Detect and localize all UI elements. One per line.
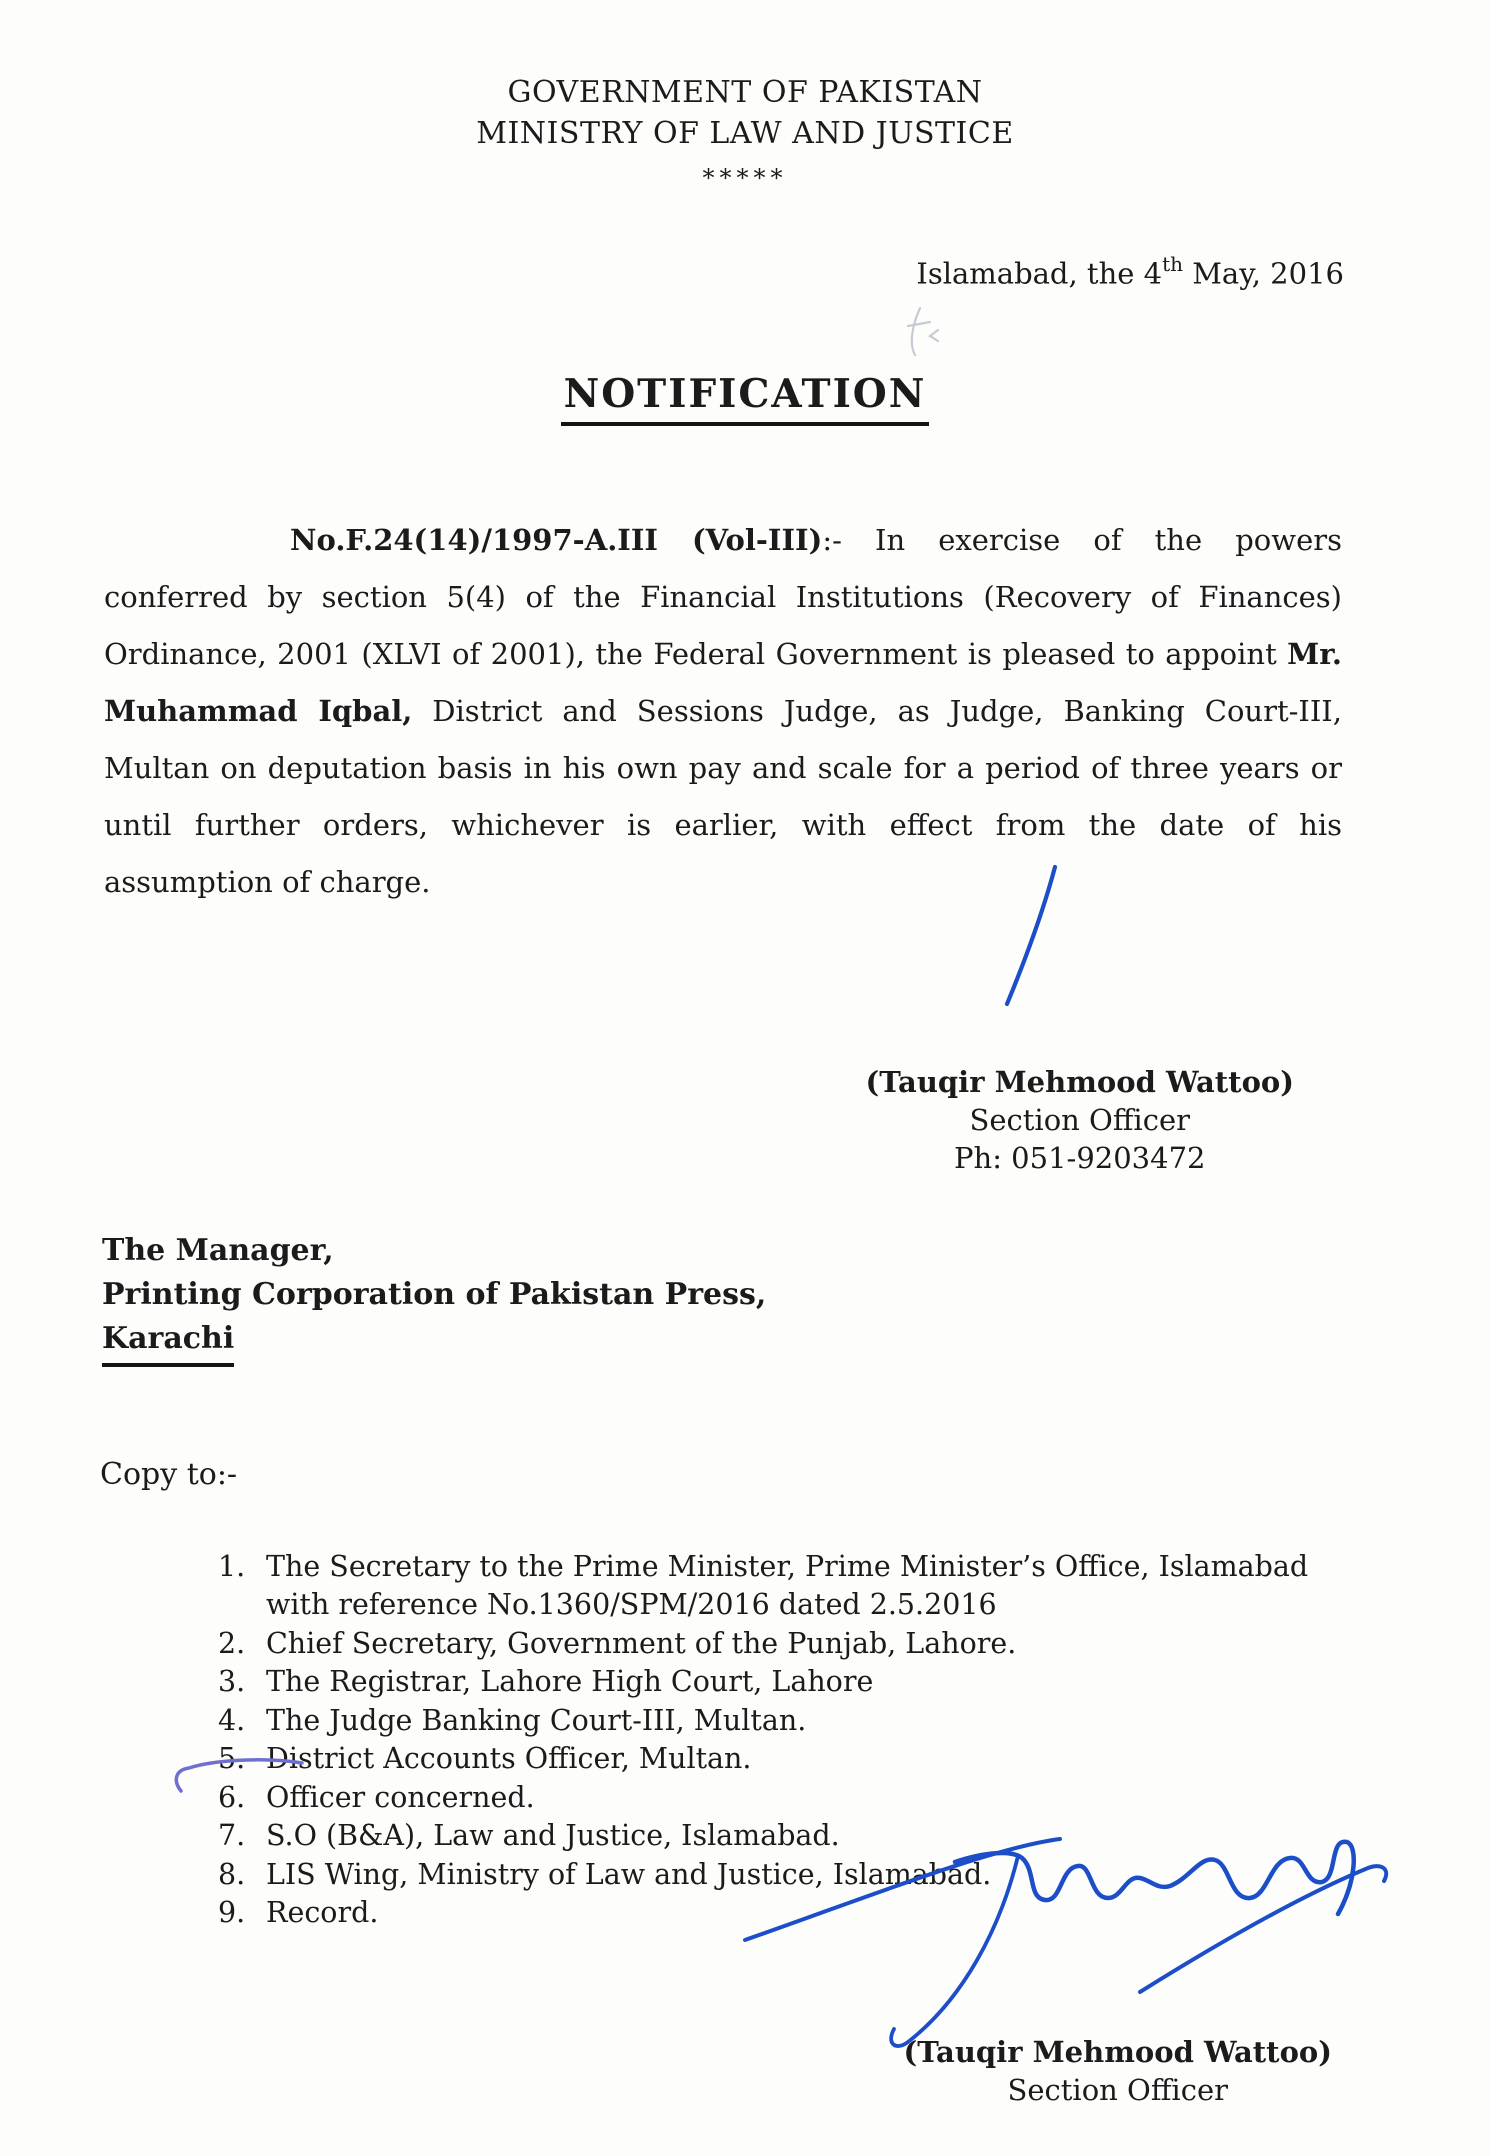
list-item-number: 2. bbox=[218, 1626, 246, 1660]
addressee-line2: Printing Corporation of Pakistan Press, bbox=[102, 1276, 767, 1312]
list-item-text: The Judge Banking Court-III, Multan. bbox=[266, 1703, 807, 1737]
title-wrap bbox=[0, 371, 1490, 426]
signatory-block-top bbox=[0, 1063, 1490, 1177]
list-item-text: S.O (B&A), Law and Justice, Islamabad. bbox=[266, 1819, 840, 1853]
list-item-text: The Registrar, Lahore High Court, Lahore bbox=[266, 1665, 874, 1699]
list-item bbox=[218, 1702, 1398, 1741]
body-text-2: District and Sessions Judge, as Judge, Banking Court-III, Multan on deputation basis in his own pay and scale for a period of three years or until further orders, whichever is earlier, with effect from the date of his assumption of charge. bbox=[104, 693, 1342, 899]
letterhead-stars: ***** bbox=[702, 164, 788, 192]
list-item-text: District Accounts Officer, Multan. bbox=[266, 1742, 752, 1776]
list-item-text: LIS Wing, Ministry of Law and Justice, Islamabad. bbox=[266, 1857, 992, 1891]
pencil-mark-artifact bbox=[908, 308, 938, 355]
list-item-text: The Secretary to the Prime Minister, Prime Minister’s Office, Islamabad with reference No.1360/SPM/2016 dated 2.5.2016 bbox=[266, 1549, 1309, 1622]
list-item-number: 9. bbox=[218, 1896, 246, 1930]
reference-number: No.F.24(14)/1997-A.III (Vol-III) bbox=[290, 522, 823, 557]
list-item bbox=[218, 1663, 1398, 1702]
dateline-ordinal-suffix: th bbox=[1162, 252, 1184, 276]
notification-body bbox=[104, 512, 1342, 911]
list-item-text: Record. bbox=[266, 1896, 379, 1930]
appointee-name: Mr. Muhammad Iqbal, bbox=[104, 636, 1342, 728]
dateline bbox=[0, 254, 1490, 291]
letterhead-line1: GOVERNMENT OF PAKISTAN bbox=[507, 75, 983, 110]
signatory-phone: Ph: 051-9203472 bbox=[954, 1140, 1206, 1175]
list-item bbox=[218, 1779, 1398, 1818]
list-item bbox=[218, 1740, 1398, 1779]
list-item-number: 5. bbox=[218, 1742, 246, 1776]
signatory-name-top: (Tauqir Mehmood Wattoo) bbox=[865, 1064, 1294, 1099]
body-text-1: In exercise of the powers conferred by section 5(4) of the Financial Institutions (Recovery of Finances) Ordinance, 2001 (XLVI of 2001), the Federal Government is pleased to appoint bbox=[104, 522, 1342, 671]
addressee-line1: The Manager, bbox=[102, 1232, 334, 1268]
signatory-block-bottom bbox=[0, 2033, 1490, 2109]
addressee-block bbox=[0, 1229, 1490, 1367]
list-item bbox=[218, 1817, 1398, 1856]
list-item-number: 4. bbox=[218, 1703, 246, 1737]
letterhead bbox=[0, 0, 1490, 199]
reference-separator: :- bbox=[822, 522, 875, 557]
dateline-rest: May, 2016 bbox=[1183, 256, 1344, 291]
list-item-number: 1. bbox=[218, 1549, 246, 1583]
list-item-number: 7. bbox=[218, 1819, 246, 1853]
signatory-title-top: Section Officer bbox=[969, 1102, 1190, 1137]
copy-to-label: Copy to:- bbox=[100, 1456, 238, 1492]
notification-title: NOTIFICATION bbox=[561, 371, 930, 426]
list-item bbox=[218, 1856, 1398, 1895]
dateline-text: Islamabad, the 4 bbox=[916, 256, 1163, 291]
addressee-city: Karachi bbox=[102, 1317, 234, 1367]
list-item-number: 3. bbox=[218, 1665, 246, 1699]
list-item-number: 8. bbox=[218, 1857, 246, 1891]
signatory-title-bottom: Section Officer bbox=[1007, 2072, 1228, 2107]
list-item-number: 6. bbox=[218, 1780, 246, 1814]
signatory-name-bottom: (Tauqir Mehmood Wattoo) bbox=[903, 2034, 1332, 2069]
list-item-text: Officer concerned. bbox=[266, 1780, 535, 1814]
letterhead-line2: MINISTRY OF LAW AND JUSTICE bbox=[476, 116, 1014, 151]
list-item-text: Chief Secretary, Government of the Punjab, Lahore. bbox=[266, 1626, 1017, 1660]
copy-to-list bbox=[218, 1548, 1398, 1933]
list-item bbox=[218, 1548, 1398, 1625]
list-item bbox=[218, 1625, 1398, 1664]
list-item bbox=[218, 1894, 1398, 1933]
